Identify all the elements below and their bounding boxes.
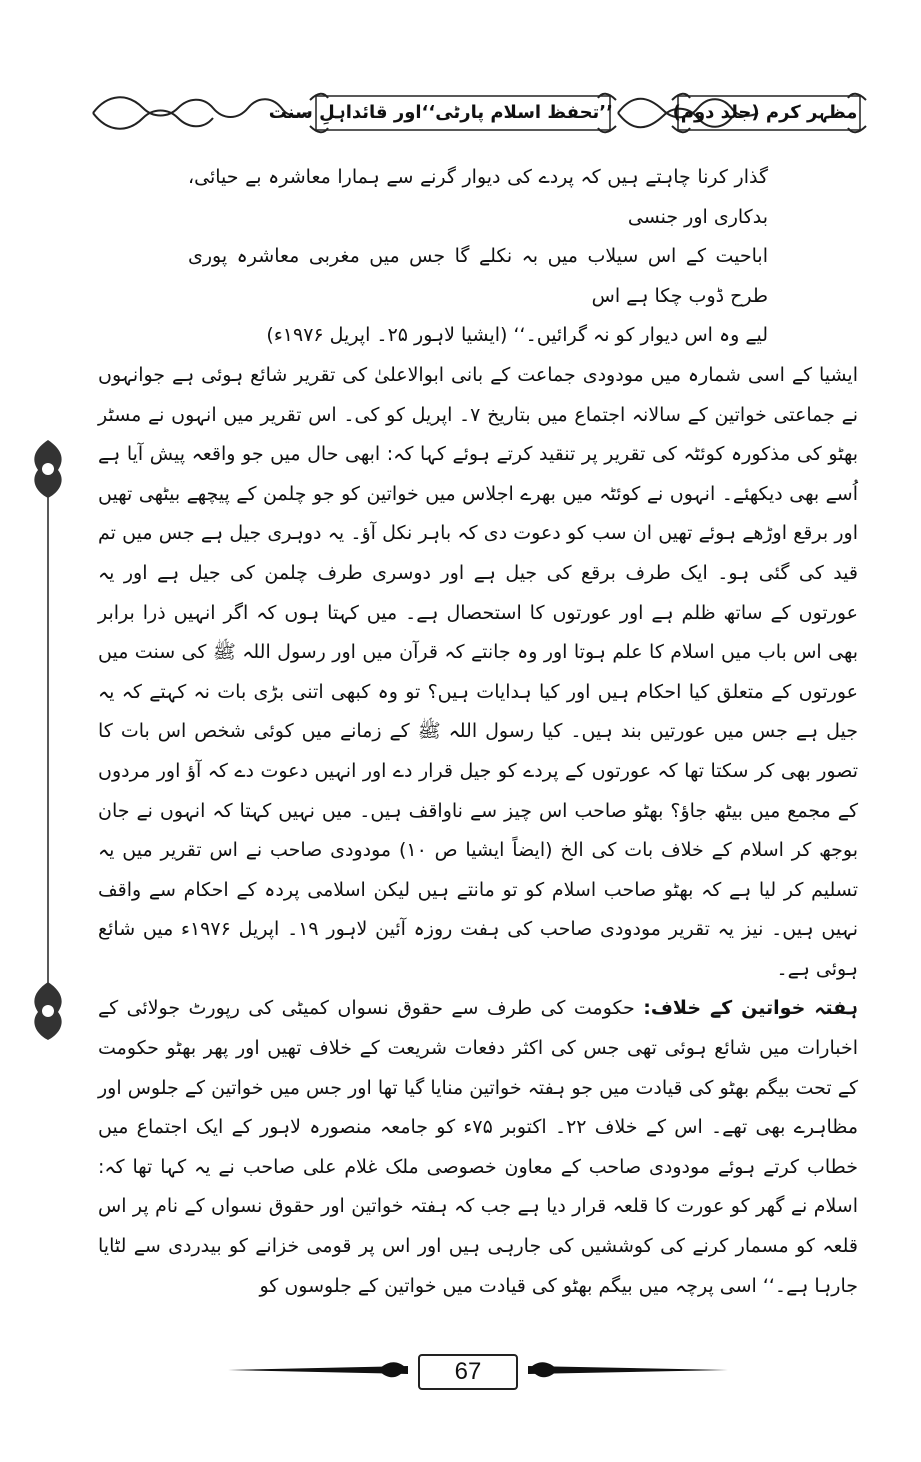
paragraph-text: حکومت کی طرف سے حقوق نسواں کمیٹی کی رپورٹ جولائی کے اخبارات میں شائع ہوئی تھی جس کی اکثر دفعات شریعت کے خلاف تھیں اور پھر بھٹو حکومت کے تحت بیگم بھٹو کی قیادت میں جو ہفتہ خواتین منایا گیا تھا اور جس میں خواتین کے جلوس اور مظاہرے بھی تھے۔ اس کے خلاف ۲۲۔ اکتوبر ۷۵ء کو جامعہ منصورہ لاہور کے ایک اجتماع میں خطاب کرتے ہوئے مودودی صاحب کے معاون خصوصی ملک غلام علی صاحب نے یہ کہا تھا کہ: اسلام نے گھر کو عورت کا قلعہ قرار دیا ہے جب کہ ہفتہ خواتین اور حقوق نسواں کے نام پر اس قلعہ کو مسمار کرنے کی کوششیں کی جارہی ہیں اور اس پر قومی خزانے کو بیدردی سے لٹایا جارہا ہے۔‘‘ اسی پرچہ میں بیگم بھٹو کی قیادت میں خواتین کے جلوسوں کو (98, 997, 859, 1297)
page-number: 67 (418, 1354, 518, 1390)
paragraph: ایشیا کے اسی شمارہ میں مودودی جماعت کے بانی ابوالاعلیٰ کی تقریر شائع ہوئی ہے جوانہوں نے جماعتی خواتین کے سالانہ اجتماع میں بتاریخ ۷۔ اپریل کو کی۔ اس تقریر میں انہوں نے مسٹر بھٹو کی مذکورہ کوئٹہ کی تقریر پر تنقید کرتے ہوئے کہا کہ: ابھی حال میں جو واقعہ پیش آیا ہے اُسے بھی دیکھئے۔ انہوں نے کوئٹہ میں بھرے اجلاس میں خواتین کو جو چلمن کے پیچھے بیٹھی تھیں اور برقع اوڑھے ہوئے تھیں ان سب کو دعوت دی کہ باہر نکل آؤ۔ یہ دوہری جیل ہے جس میں تم قید کی گئی ہو۔ ایک طرف برقع کی جیل ہے اور دوسری طرف چلمن کی جیل ہے اور یہ عورتوں کے ساتھ ظلم ہے اور عورتوں کا استحصال ہے۔ میں کہتا ہوں کہ اگر انہیں ذرا برابر بھی اس باب میں اسلام کا علم ہوتا اور وہ جانتے کہ قرآن میں اور رسول اللہ ﷺ کی سنت میں عورتوں کے متعلق کیا احکام ہیں اور کیا ہدایات ہیں؟ تو وہ کبھی اتنی بڑی بات نہ کہتے کہ یہ جیل ہے جس میں عورتیں بند ہیں۔ کیا رسول اللہ ﷺ کے زمانے میں کوئی شخص اس بات کا تصور بھی کر سکتا تھا کہ عورتوں کے پردے کو جیل قرار دے اور انہیں دعوت دے کہ آؤ اور مردوں کے مجمع میں بیٹھ جاؤ؟ بھٹو صاحب اس چیز سے ناواقف ہیں۔ میں نہیں کہتا کہ انہوں نے جان بوجھ کر اسلام کے خلاف بات کی الخ (ایضاً ایشیا ص ۱۰) مودودی صاحب نے اس تقریر میں یہ تسلیم کر لیا ہے کہ بھٹو صاحب اسلام کو تو مانتے ہیں لیکن اسلامی پردہ کے احکام سے واقف نہیں ہیں۔ نیز یہ تقریر مودودی صاحب کی ہفت روزہ آئین لاہور ۱۹۔ اپریل ۱۹۷۶ء میں شائع ہوئی ہے۔ (98, 363, 858, 980)
side-margin-ornament (28, 440, 68, 1040)
quote-line: اباحیت کے اس سیلاب میں بہ نکلے گا جس میں مغربی معاشرہ پوری طرح ڈوب چکا ہے اس (188, 245, 768, 307)
section-title: ’’تحفظ اسلام پارٹی‘‘اور قائداہلِ سنت (268, 102, 613, 123)
book-title: مظہر کرم (جلد دوم) (672, 102, 858, 123)
page-body (98, 158, 858, 1306)
page-footer (228, 1352, 728, 1392)
floral-medallion-icon (34, 982, 61, 1040)
paragraph (98, 989, 858, 1306)
paragraph-heading: ہفتہ خواتین کے خلاف: (643, 997, 858, 1020)
quote-line: گذار کرنا چاہتے ہیں کہ پردے کی دیوار گرنے سے ہمارا معاشرہ بے حیائی، بدکاری اور جنسی (188, 166, 768, 228)
quote-line: لیے وہ اس دیوار کو نہ گرائیں۔‘‘ (ایشیا لاہور ۲۵۔ اپریل ۱۹۷۶ء) (266, 324, 768, 347)
floral-medallion-icon (34, 440, 61, 498)
page-header (88, 88, 868, 138)
